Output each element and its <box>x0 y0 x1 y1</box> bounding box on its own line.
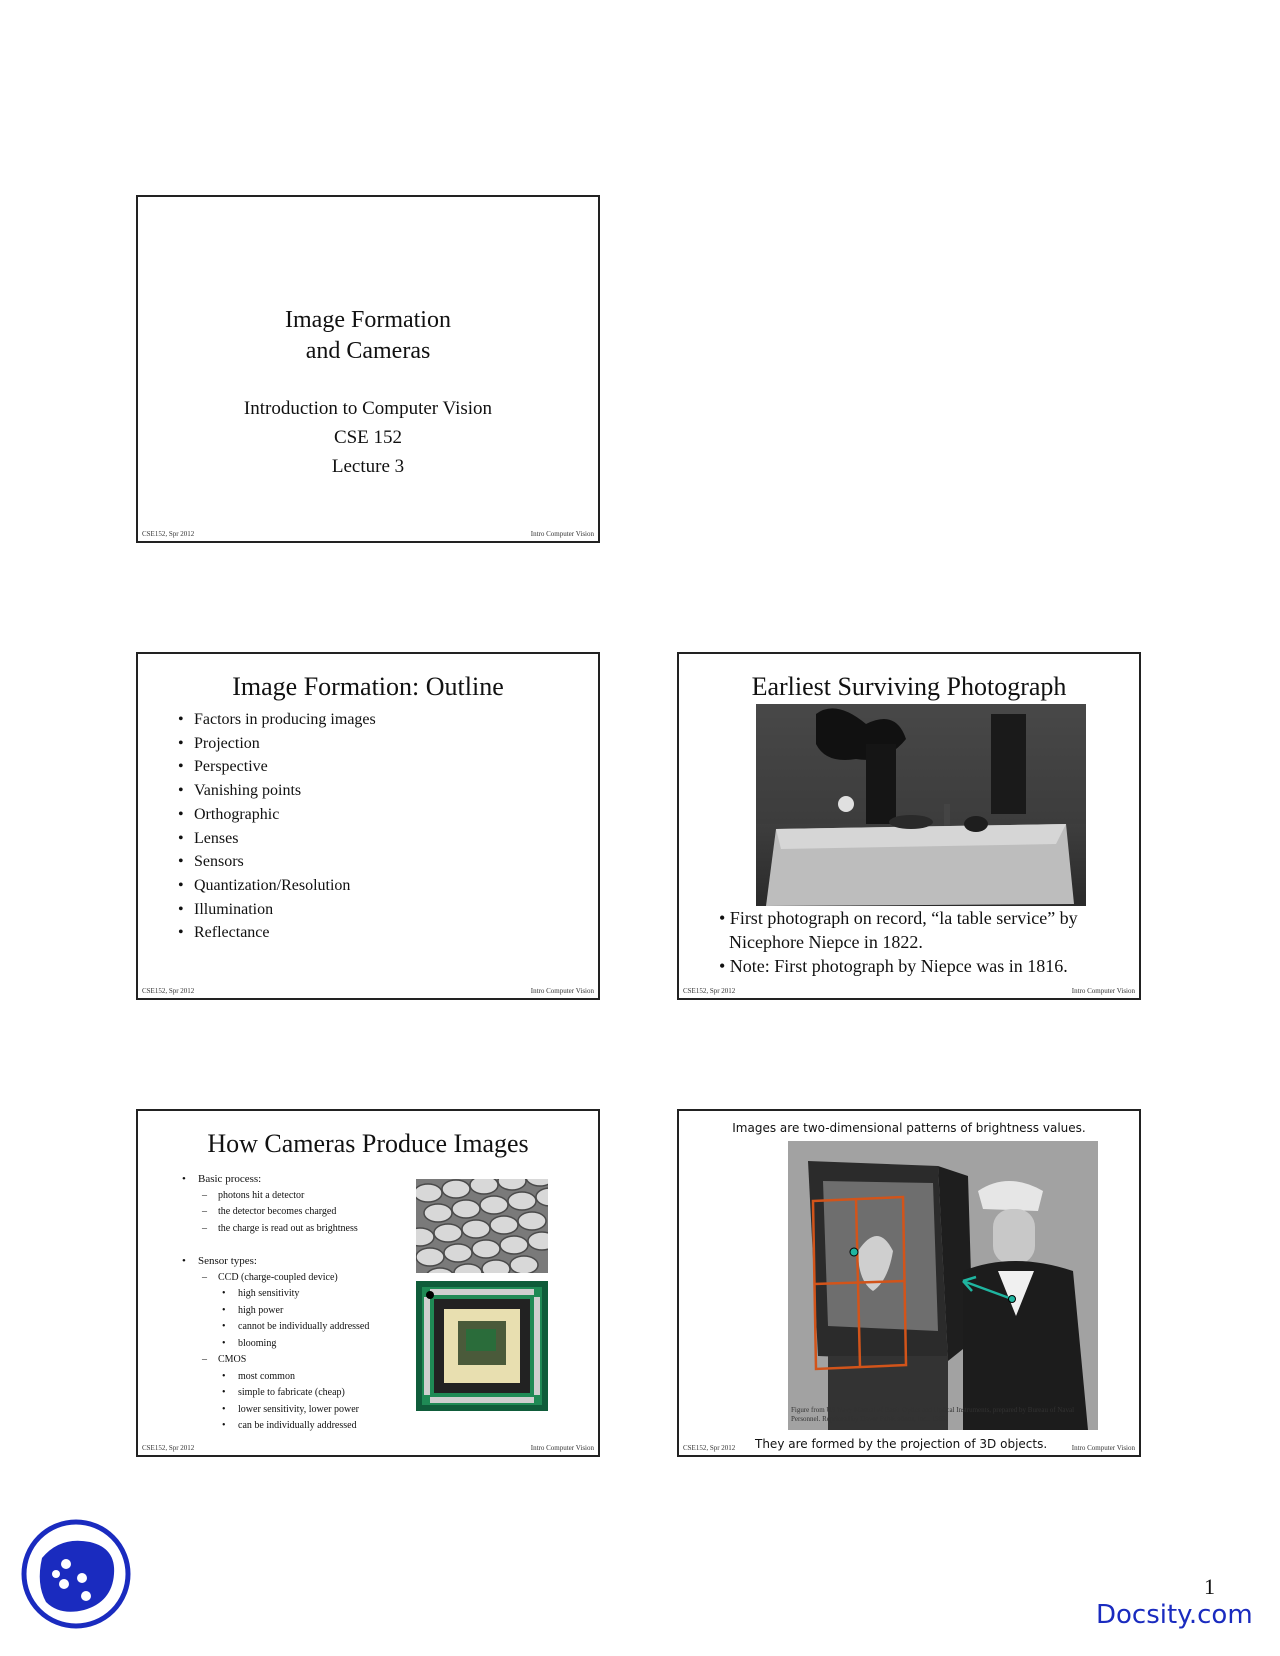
list-item: • can be individually addressed <box>220 1418 410 1435</box>
list-item: • blooming <box>220 1336 410 1353</box>
list-item: • Illumination <box>176 898 376 922</box>
sailor-camera-figure <box>788 1141 1098 1430</box>
slide-title <box>136 195 600 543</box>
slide3-bullet1: • First photograph on record, “la table service” by Nicephore Niepce in 1822. <box>719 908 1078 952</box>
list-item: • Quantization/Resolution <box>176 874 376 898</box>
list-item: • Projection <box>176 732 376 756</box>
list-item: • Vanishing points <box>176 779 376 803</box>
slide5-footer-right: Intro Computer Vision <box>1071 1444 1135 1452</box>
slide-outline <box>136 652 600 1000</box>
slide1-subtitle-line3: Lecture 3 <box>331 456 405 477</box>
docsity-logo-icon <box>20 1518 132 1630</box>
list-item: • Lenses <box>176 827 376 851</box>
slide5-bottom-text: They are formed by the projection of 3D objects. <box>755 1437 1048 1451</box>
slide5-top-text: Images are two-dimensional patterns of brightness values. <box>732 1121 1086 1135</box>
list-item: • Reflectance <box>176 921 376 945</box>
slide3-title: Earliest Surviving Photograph <box>751 672 1067 701</box>
slide1-footer-right: Intro Computer Vision <box>530 530 594 538</box>
niepce-photograph <box>756 704 1086 906</box>
slide4-title: How Cameras Produce Images <box>207 1129 529 1158</box>
basic-process-heading: • Basic process: <box>180 1171 410 1188</box>
slide3-footer-right: Intro Computer Vision <box>1071 987 1135 995</box>
list-item: • high sensitivity <box>220 1286 410 1303</box>
slide-brightness <box>677 1109 1141 1457</box>
list-item: – the detector becomes charged <box>200 1204 410 1221</box>
slide1-subtitle-line2: CSE 152 <box>333 427 403 448</box>
figure-caption: Figure from US Navy Manual of Basic Optics and Optical Instruments, prepared by Bureau of Naval Personnel. Reprinted by Dover Publications, Inc., 1969. <box>791 1406 1075 1423</box>
list-item: • simple to fabricate (cheap) <box>220 1385 410 1402</box>
cmos-heading: – CMOS <box>200 1352 410 1369</box>
docsity-link[interactable]: Docsity.com <box>1096 1600 1253 1630</box>
slide4-footer-right: Intro Computer Vision <box>530 1444 594 1452</box>
list-item: – the charge is read out as brightness <box>200 1221 410 1238</box>
list-item: • Sensors <box>176 850 376 874</box>
slide-earliest-photo <box>677 652 1141 1000</box>
ccd-heading: – CCD (charge-coupled device) <box>200 1270 410 1287</box>
ccd-chip-image <box>416 1281 548 1411</box>
slide4-footer-left: CSE152, Spr 2012 <box>142 1444 195 1452</box>
slide2-footer-right: Intro Computer Vision <box>530 987 594 995</box>
slide3-bullet2: • Note: First photograph by Niepce was in 1816. <box>719 956 1068 976</box>
sensor-microlens-image <box>416 1179 548 1273</box>
slide5-footer-left: CSE152, Spr 2012 <box>683 1444 736 1452</box>
outline-list <box>176 708 376 945</box>
list-item: • Perspective <box>176 755 376 779</box>
slide2-footer-left: CSE152, Spr 2012 <box>142 987 195 995</box>
list-item: • Orthographic <box>176 803 376 827</box>
slide1-subtitle-line1: Introduction to Computer Vision <box>243 398 493 419</box>
slide3-footer-left: CSE152, Spr 2012 <box>683 987 736 995</box>
list-item: • lower sensitivity, lower power <box>220 1402 410 1419</box>
list-item: • cannot be individually addressed <box>220 1319 410 1336</box>
slide1-title-line2: and Cameras <box>305 338 431 364</box>
list-item: • most common <box>220 1369 410 1386</box>
page-number: 1 <box>1204 1574 1215 1599</box>
slide2-title: Image Formation: Outline <box>232 672 504 701</box>
slide1-title-line1: Image Formation <box>285 307 451 333</box>
slide1-footer-left: CSE152, Spr 2012 <box>142 530 195 538</box>
list-item: • Factors in producing images <box>176 708 376 732</box>
list-item: • high power <box>220 1303 410 1320</box>
sensor-types-heading: • Sensor types: <box>180 1253 410 1270</box>
list-item: – photons hit a detector <box>200 1188 410 1205</box>
slide-cameras <box>136 1109 600 1457</box>
